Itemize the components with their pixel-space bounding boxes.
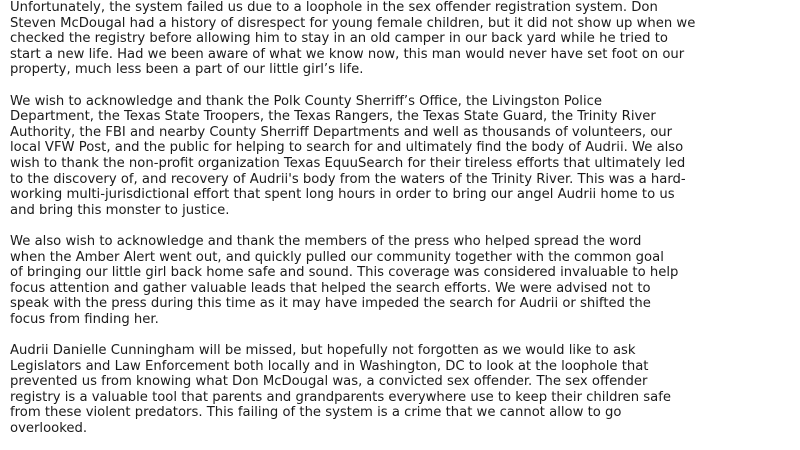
- statement-document: [10, 0, 793, 437]
- text-line: of bringing our little girl back home safe and sound. This coverage was considered invaluable to help: [10, 265, 679, 281]
- text-line: registry is a valuable tool that parents and grandparents everywhere use to keep their children safe: [10, 389, 671, 405]
- text-line: Authority, the FBI and nearby County Sherriff Departments and well as thousands of volunteers, our: [10, 124, 673, 140]
- text-line: We wish to acknowledge and thank the Polk County Sherriff’s Office, the Livingston Police: [10, 93, 602, 109]
- text-line: Audrii Danielle Cunningham will be missed, but hopefully not forgotten as we would like to ask: [10, 343, 636, 359]
- paragraph-call-to-action: [10, 343, 793, 437]
- text-line: Steven McDougal had a history of disrespect for young female children, but it did not show up when we: [10, 15, 696, 31]
- text-line: Legislators and Law Enforcement both locally and in Washington, DC to look at the loophole that: [10, 358, 649, 374]
- text-line: Unfortunately, the system failed us due to a loophole in the sex offender registration system. Don: [10, 0, 658, 15]
- text-line: and bring this monster to justice.: [10, 202, 230, 218]
- text-line: Department, the Texas State Troopers, the Texas Rangers, the Texas State Guard, the Trinity River: [10, 109, 656, 125]
- text-line: prevented us from knowing what Don McDougal was, a convicted sex offender. The sex offender: [10, 374, 648, 390]
- paragraph-loophole: [10, 0, 793, 78]
- paragraph-thanks-agencies: [10, 94, 793, 219]
- text-line: wish to thank the non-profit organization Texas EquuSearch for their tireless efforts that ultimately led: [10, 155, 686, 171]
- text-line: to the discovery of, and recovery of Audrii's body from the waters of the Trinity River. This was a hard-: [10, 171, 686, 187]
- text-line: checked the registry before allowing him to stay in an old camper in our back yard while he tried to: [10, 31, 668, 47]
- text-line: focus from finding her.: [10, 311, 159, 327]
- text-line: overlooked.: [10, 421, 88, 437]
- paragraph-thanks-press: [10, 234, 793, 328]
- text-line: working multi-jurisdictional effort that spent long hours in order to bring our angel Audrii home to us: [10, 187, 675, 203]
- text-line: We also wish to acknowledge and thank the members of the press who helped spread the word: [10, 233, 642, 249]
- text-line: property, much less been a part of our little girl’s life.: [10, 62, 364, 78]
- text-line: focus attention and gather valuable leads that helped the search efforts. We were advised not to: [10, 280, 651, 296]
- text-line: local VFW Post, and the public for helping to search for and ultimately find the body of Audrii. We also: [10, 140, 684, 156]
- text-line: from these violent predators. This failing of the system is a crime that we cannot allow to go: [10, 405, 622, 421]
- text-line: speak with the press during this time as it may have impeded the search for Audrii or shifted the: [10, 296, 651, 312]
- text-line: when the Amber Alert went out, and quickly pulled our community together with the common goal: [10, 249, 664, 265]
- text-line: start a new life. Had we been aware of what we know now, this man would never have set foot on our: [10, 46, 685, 62]
